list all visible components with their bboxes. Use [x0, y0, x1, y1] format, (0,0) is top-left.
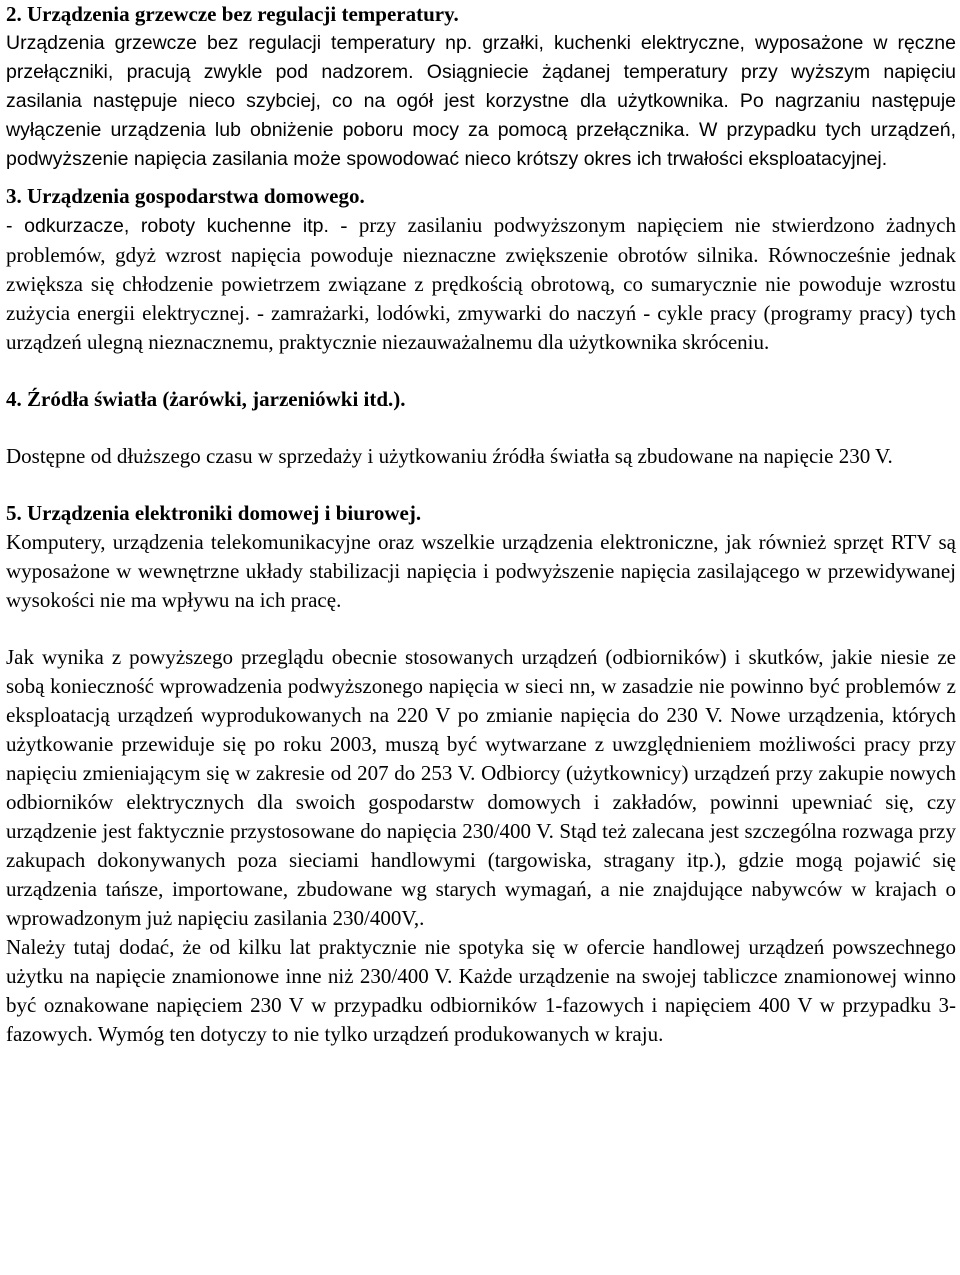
section-2-body: Urządzenia grzewcze bez regulacji temperatury np. grzałki, kuchenki elektryczne, wyposażone w ręczne przełączniki, pracują zwykle pod nadzorem. Osiągniecie żądanej temperatury przy wyższym napięciu zasilania następuje nieco szybciej, co na ogół jest korzystne dla użytkownika. Po nagrzaniu następuje wyłączenie urządzenia lub obniżenie poboru mocy za pomocą przełącznika. W przypadku tych urządzeń, podwyższenie napięcia zasilania może spowodować nieco krótszy okres ich trwałości eksploatacyjnej. [6, 32, 956, 170]
spacer [6, 174, 956, 182]
section-3-body-lead: - odkurzacze, roboty kuchenne itp. [6, 215, 329, 237]
section-4-body: Dostępne od dłuższego czasu w sprzedaży i użytkowaniu źródła światła są zbudowane na napięcie 230 V. [6, 444, 893, 468]
summary-paragraph-1: Jak wynika z powyższego przeglądu obecnie stosowanych urządzeń (odbiorników) i skutków, jakie niesie ze sobą konieczność wprowadzenia podwyższonego napięcia w sieci nn, w zasadzie nie powinno być problemów z eksploatacją urządzeń wyprodukowanych na 220 V po zmianie napięcia do 230 V. Nowe urządzenia, których użytkowanie przewiduje się po roku 2003, muszą być wytwarzane z uwzględnieniem możliwości pracy przy napięciu zmieniającym się w zakresie od 207 do 253 V. Odbiorcy (użytkownicy) urządzeń przy zakupie nowych odbiorników elektrycznych dla swoich gospodarstw domowych i zakładów, powinni upewniać się, czy urządzenie jest faktycznie przystosowane do napięcia 230/400 V. Stąd też zalecana jest szczególna rozwaga przy zakupach dokonywanych poza sieciami handlowymi (targowiska, stragany itp.), gdzie mogą pojawić się urządzenia tańsze, importowane, zbudowane wg starych wymagań, a nie znajdujące nabywców w krajach o wprowadzonym już napięciu zasilania 230/400V,. [6, 645, 956, 930]
spacer [6, 471, 956, 499]
section-2-heading: 2. Urządzenia grzewcze bez regulacji temperatury. [6, 2, 459, 26]
section-4-heading: 4. Źródła światła (żarówki, jarzeniówki itd.). [6, 387, 406, 411]
section-5-body: Komputery, urządzenia telekomunikacyjne oraz wszelkie urządzenia elektroniczne, jak również sprzęt RTV są wyposażone w wewnętrzne układy stabilizacji napięcia i podwyższenie napięcia zasilającego w przewidywanej wysokości nie ma wpływu na ich pracę. [6, 530, 956, 612]
section-3-body [6, 211, 956, 357]
section-3-body-rest: - przy zasilaniu podwyższonym napięciem nie stwierdzono żadnych problemów, gdyż wzrost napięcia powoduje nieznaczne zwiększenie obrotów silnika. Równocześnie jednak zwiększa się chłodzenie powietrzem związane z prędkością obrotową, co sumarycznie nie powoduje wzrostu zużycia energii elektrycznej. - zamrażarki, lodówki, zmywarki do naczyń - cykle pracy (programy pracy) tych urządzeń ulegną nieznacznemu, praktycznie niezauważalnemu dla użytkownika skróceniu. [6, 213, 956, 354]
spacer [6, 357, 956, 385]
document-page [6, 0, 956, 1049]
spacer [6, 414, 956, 442]
spacer [6, 615, 956, 643]
summary-paragraph-2: Należy tutaj dodać, że od kilku lat praktycznie nie spotyka się w ofercie handlowej urządzeń powszechnego użytku na napięcie znamionowe inne niż 230/400 V. Każde urządzenie na swojej tabliczce znamionowej winno być oznakowane napięciem 230 V w przypadku odbiorników 1-fazowych i napięciem 400 V w przypadku 3-fazowych. Wymóg ten dotyczy to nie tylko urządzeń produkowanych w kraju. [6, 935, 956, 1046]
section-3-heading: 3. Urządzenia gospodarstwa domowego. [6, 184, 365, 208]
section-5-heading: 5. Urządzenia elektroniki domowej i biurowej. [6, 501, 422, 525]
